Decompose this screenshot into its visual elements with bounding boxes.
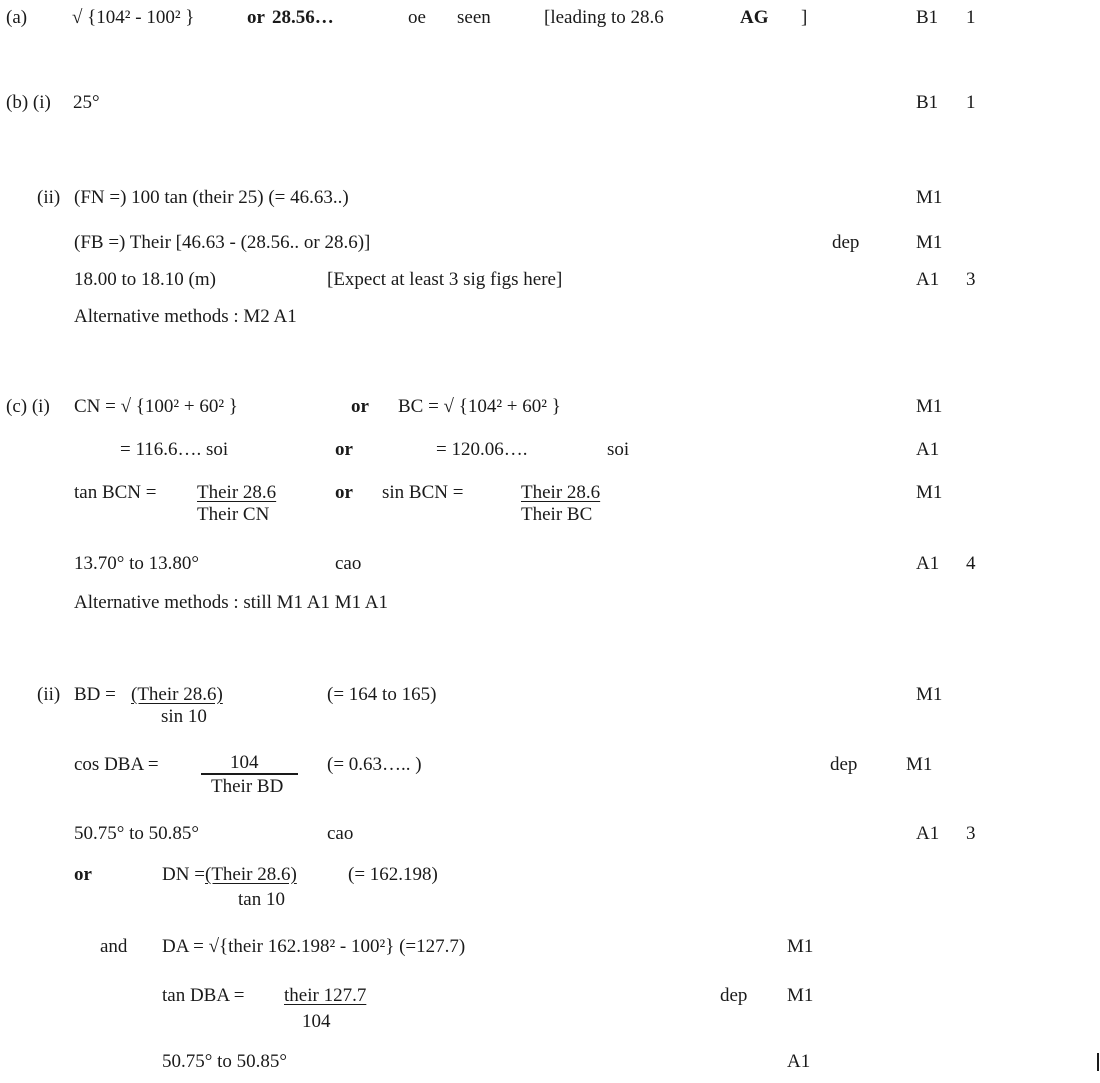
part-b-i-total: 1	[966, 92, 976, 113]
part-a-expression: √ {104² - 100² }	[72, 7, 195, 28]
part-c-i-bc: BC = √ {104² + 60² }	[398, 396, 561, 417]
part-c-i-cao: cao	[335, 553, 362, 574]
part-a-seen: seen	[457, 7, 491, 28]
part-c-ii-tan-lhs: tan DBA =	[162, 985, 245, 1006]
part-c-i-mark1: M1	[916, 396, 943, 417]
part-c-i-bc-value: = 120.06….	[436, 439, 528, 460]
part-c-ii-cos-lhs: cos DBA =	[74, 754, 159, 775]
part-b-ii-label: (ii)	[37, 187, 61, 208]
part-c-i-tan-denominator: Their CN	[197, 504, 270, 525]
part-b-i-mark: B1	[916, 92, 939, 113]
part-c-ii-mark5: M1	[787, 985, 814, 1006]
part-c-ii-answer2: 50.75° to 50.85°	[162, 1051, 287, 1072]
part-a-total: 1	[966, 7, 976, 28]
part-c-ii-mark4: M1	[787, 936, 814, 957]
part-c-i-cn-value: = 116.6…. soi	[120, 439, 229, 460]
part-c-i-tan-lhs: tan BCN =	[74, 482, 157, 503]
part-a-note: [leading to 28.6	[544, 7, 664, 28]
part-c-ii-bd-numerator: (Their 28.6)	[131, 684, 223, 705]
part-a-or: or	[247, 7, 265, 28]
part-c-ii-dep: dep	[830, 754, 858, 775]
part-c-i-sin-lhs: sin BCN =	[382, 482, 464, 503]
part-a-oe: oe	[408, 7, 426, 28]
part-c-ii-dep2: dep	[720, 985, 748, 1006]
part-c-ii-total: 3	[966, 823, 976, 844]
part-c-i-or1: or	[351, 396, 369, 417]
part-c-ii-mark1: M1	[916, 684, 943, 705]
part-c-ii-bd-denominator: sin 10	[161, 706, 207, 727]
part-a-ag: AG	[740, 7, 769, 28]
text-cursor	[1097, 1053, 1099, 1071]
part-a-bracket: ]	[801, 7, 808, 28]
part-c-ii-dn-denominator: tan 10	[238, 889, 285, 910]
part-c-ii-bd-lhs: BD =	[74, 684, 116, 705]
part-a-label: (a)	[6, 7, 28, 28]
part-c-ii-dn-numerator: (Their 28.6)	[205, 864, 297, 885]
part-c-i-answer: 13.70° to 13.80°	[74, 553, 199, 574]
part-b-ii-mark2: M1	[916, 232, 943, 253]
part-c-i-or3: or	[335, 482, 353, 503]
part-c-i-alternative: Alternative methods : still M1 A1 M1 A1	[74, 592, 389, 613]
part-b-ii-alternative: Alternative methods : M2 A1	[74, 306, 297, 327]
part-c-i-or2: or	[335, 439, 353, 460]
part-c-ii-mark6: A1	[787, 1051, 811, 1072]
part-b-ii-mark3: A1	[916, 269, 940, 290]
part-b-ii-total: 3	[966, 269, 976, 290]
part-c-ii-dn-lhs: DN =	[162, 864, 205, 885]
part-b-ii-line3: 18.00 to 18.10 (m)	[74, 269, 216, 290]
part-c-i-sin-numerator: Their 28.6	[521, 482, 601, 503]
part-c-ii-bd-value: (= 164 to 165)	[327, 684, 437, 705]
part-c-i-cn: CN = √ {100² + 60² }	[74, 396, 238, 417]
part-b-i-answer: 25°	[73, 92, 100, 113]
part-c-ii-cos-value: (= 0.63….. )	[327, 754, 422, 775]
part-c-ii-tan-denominator: 104	[302, 1011, 331, 1032]
part-b-ii-line1: (FN =) 100 tan (their 25) (= 46.63..)	[74, 187, 349, 208]
part-c-ii-or: or	[74, 864, 92, 885]
part-c-ii-cos-numerator: 104	[230, 752, 259, 773]
part-b-ii-line2: (FB =) Their [46.63 - (28.56.. or 28.6)]	[74, 232, 371, 253]
part-c-i-mark2: A1	[916, 439, 940, 460]
part-a-value: 28.56…	[272, 7, 334, 28]
part-b-i-label: (b) (i)	[6, 92, 51, 113]
part-c-ii-tan-numerator: their 127.7	[284, 985, 367, 1006]
part-c-i-tan-numerator: Their 28.6	[197, 482, 277, 503]
part-b-ii-mark1: M1	[916, 187, 943, 208]
part-c-ii-cos-denominator: Their BD	[211, 776, 284, 797]
part-c-i-soi: soi	[607, 439, 630, 460]
part-a-mark: B1	[916, 7, 939, 28]
part-c-i-total: 4	[966, 553, 976, 574]
part-c-ii-dn-value: (= 162.198)	[348, 864, 438, 885]
part-b-ii-dep: dep	[832, 232, 860, 253]
part-c-ii-and: and	[100, 936, 128, 957]
part-c-i-mark3: M1	[916, 482, 943, 503]
part-c-ii-da: DA = √{their 162.198² - 100²} (=127.7)	[162, 936, 466, 957]
part-c-i-sin-denominator: Their BC	[521, 504, 593, 525]
part-c-ii-answer: 50.75° to 50.85°	[74, 823, 199, 844]
part-c-i-mark4: A1	[916, 553, 940, 574]
part-c-ii-mark3: A1	[916, 823, 940, 844]
part-c-ii-label: (ii)	[37, 684, 61, 705]
part-c-ii-cao: cao	[327, 823, 354, 844]
part-c-ii-mark2: M1	[906, 754, 933, 775]
part-c-i-label: (c) (i)	[6, 396, 50, 417]
part-b-ii-note: [Expect at least 3 sig figs here]	[327, 269, 563, 290]
